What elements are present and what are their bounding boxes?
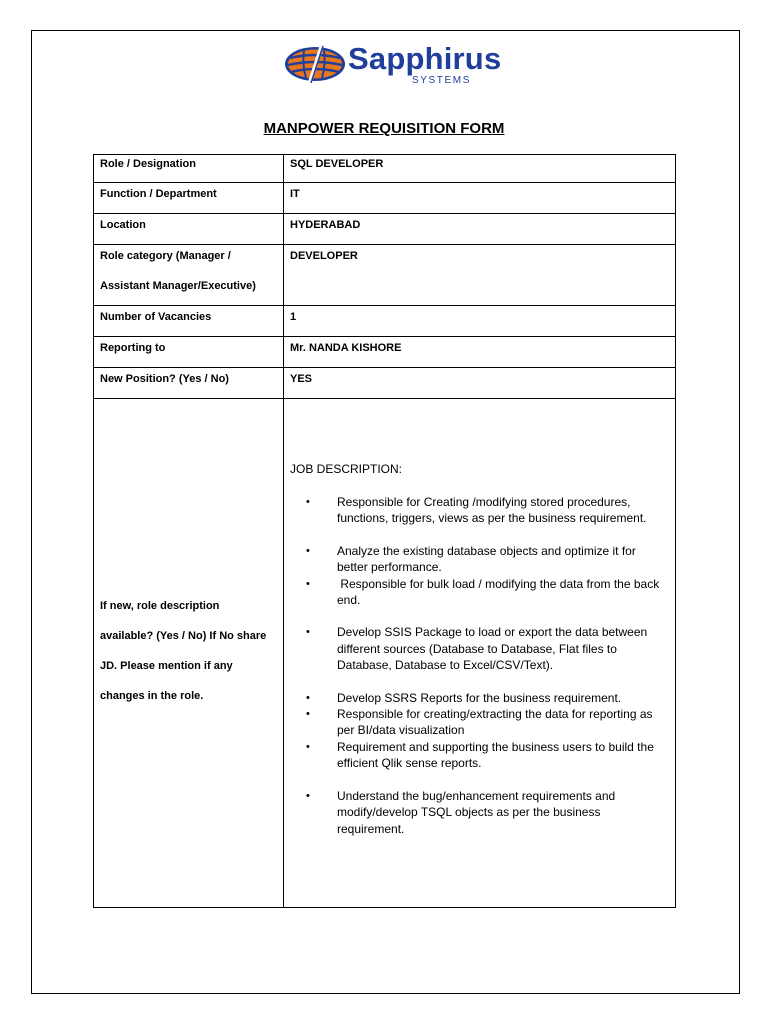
field-label: New Position? (Yes / No) — [94, 368, 284, 399]
table-row — [94, 155, 676, 183]
company-logo — [284, 40, 504, 90]
field-value: YES — [284, 368, 676, 399]
table-row — [94, 399, 676, 908]
field-value: DEVELOPER — [284, 245, 676, 306]
list-item: • Develop SSIS Package to load or export the data between different sources (Database to Database, Flat files to Database, Database to Excel/CSV/Text). — [306, 625, 648, 673]
brand-name: Sapphirus — [348, 41, 502, 76]
field-label: Location — [94, 214, 284, 245]
field-label: Function / Department — [94, 183, 284, 214]
job-description-cell — [284, 399, 676, 908]
list-item: • Analyze the existing database objects and optimize it for better performance. — [306, 543, 636, 575]
list-item: • Develop SSRS Reports for the business requirement. — [306, 690, 622, 705]
field-label: Number of Vacancies — [94, 306, 284, 337]
field-value: SQL DEVELOPER — [284, 155, 676, 183]
label-line: JD. Please mention if any — [100, 660, 233, 672]
table-row — [94, 183, 676, 214]
field-label — [94, 245, 284, 306]
list-item: • Responsible for bulk load / modifying the data from the back end. — [306, 576, 663, 608]
globe-logo-icon — [284, 44, 346, 84]
field-value: 1 — [284, 306, 676, 337]
form-title: MANPOWER REQUISITION FORM — [263, 120, 505, 137]
field-value: HYDERABAD — [284, 214, 676, 245]
label-line: If new, role description — [100, 600, 220, 612]
role-description-label — [94, 399, 284, 908]
field-label: Reporting to — [94, 337, 284, 368]
job-description-list — [306, 494, 661, 837]
brand-subtitle: SYSTEMS — [412, 75, 471, 86]
job-description-heading: JOB DESCRIPTION: — [290, 462, 403, 476]
table-row — [94, 368, 676, 399]
table-row — [94, 214, 676, 245]
field-value: Mr. NANDA KISHORE — [284, 337, 676, 368]
table-row — [94, 245, 676, 306]
label-line: Role category (Manager / — [100, 250, 231, 262]
list-item: • Responsible for Creating /modifying stored procedures, functions, triggers, views as per the business requirement. — [306, 495, 647, 526]
list-item: • Understand the bug/enhancement requirements and modify/develop TSQL objects as per the business requirement. — [306, 788, 616, 836]
list-item: • Requirement and supporting the business users to build the efficient Qlik sense reports. — [306, 739, 654, 771]
table-row — [94, 337, 676, 368]
field-value: IT — [284, 183, 676, 214]
table-row — [94, 306, 676, 337]
label-line: Assistant Manager/Executive) — [100, 280, 256, 292]
list-item: • Responsible for creating/extracting the data for reporting as per BI/data visualization — [306, 707, 653, 738]
label-line: available? (Yes / No) If No share — [100, 630, 267, 642]
label-line: changes in the role. — [100, 690, 204, 702]
field-label: Role / Designation — [94, 155, 284, 183]
requisition-table — [93, 154, 676, 908]
